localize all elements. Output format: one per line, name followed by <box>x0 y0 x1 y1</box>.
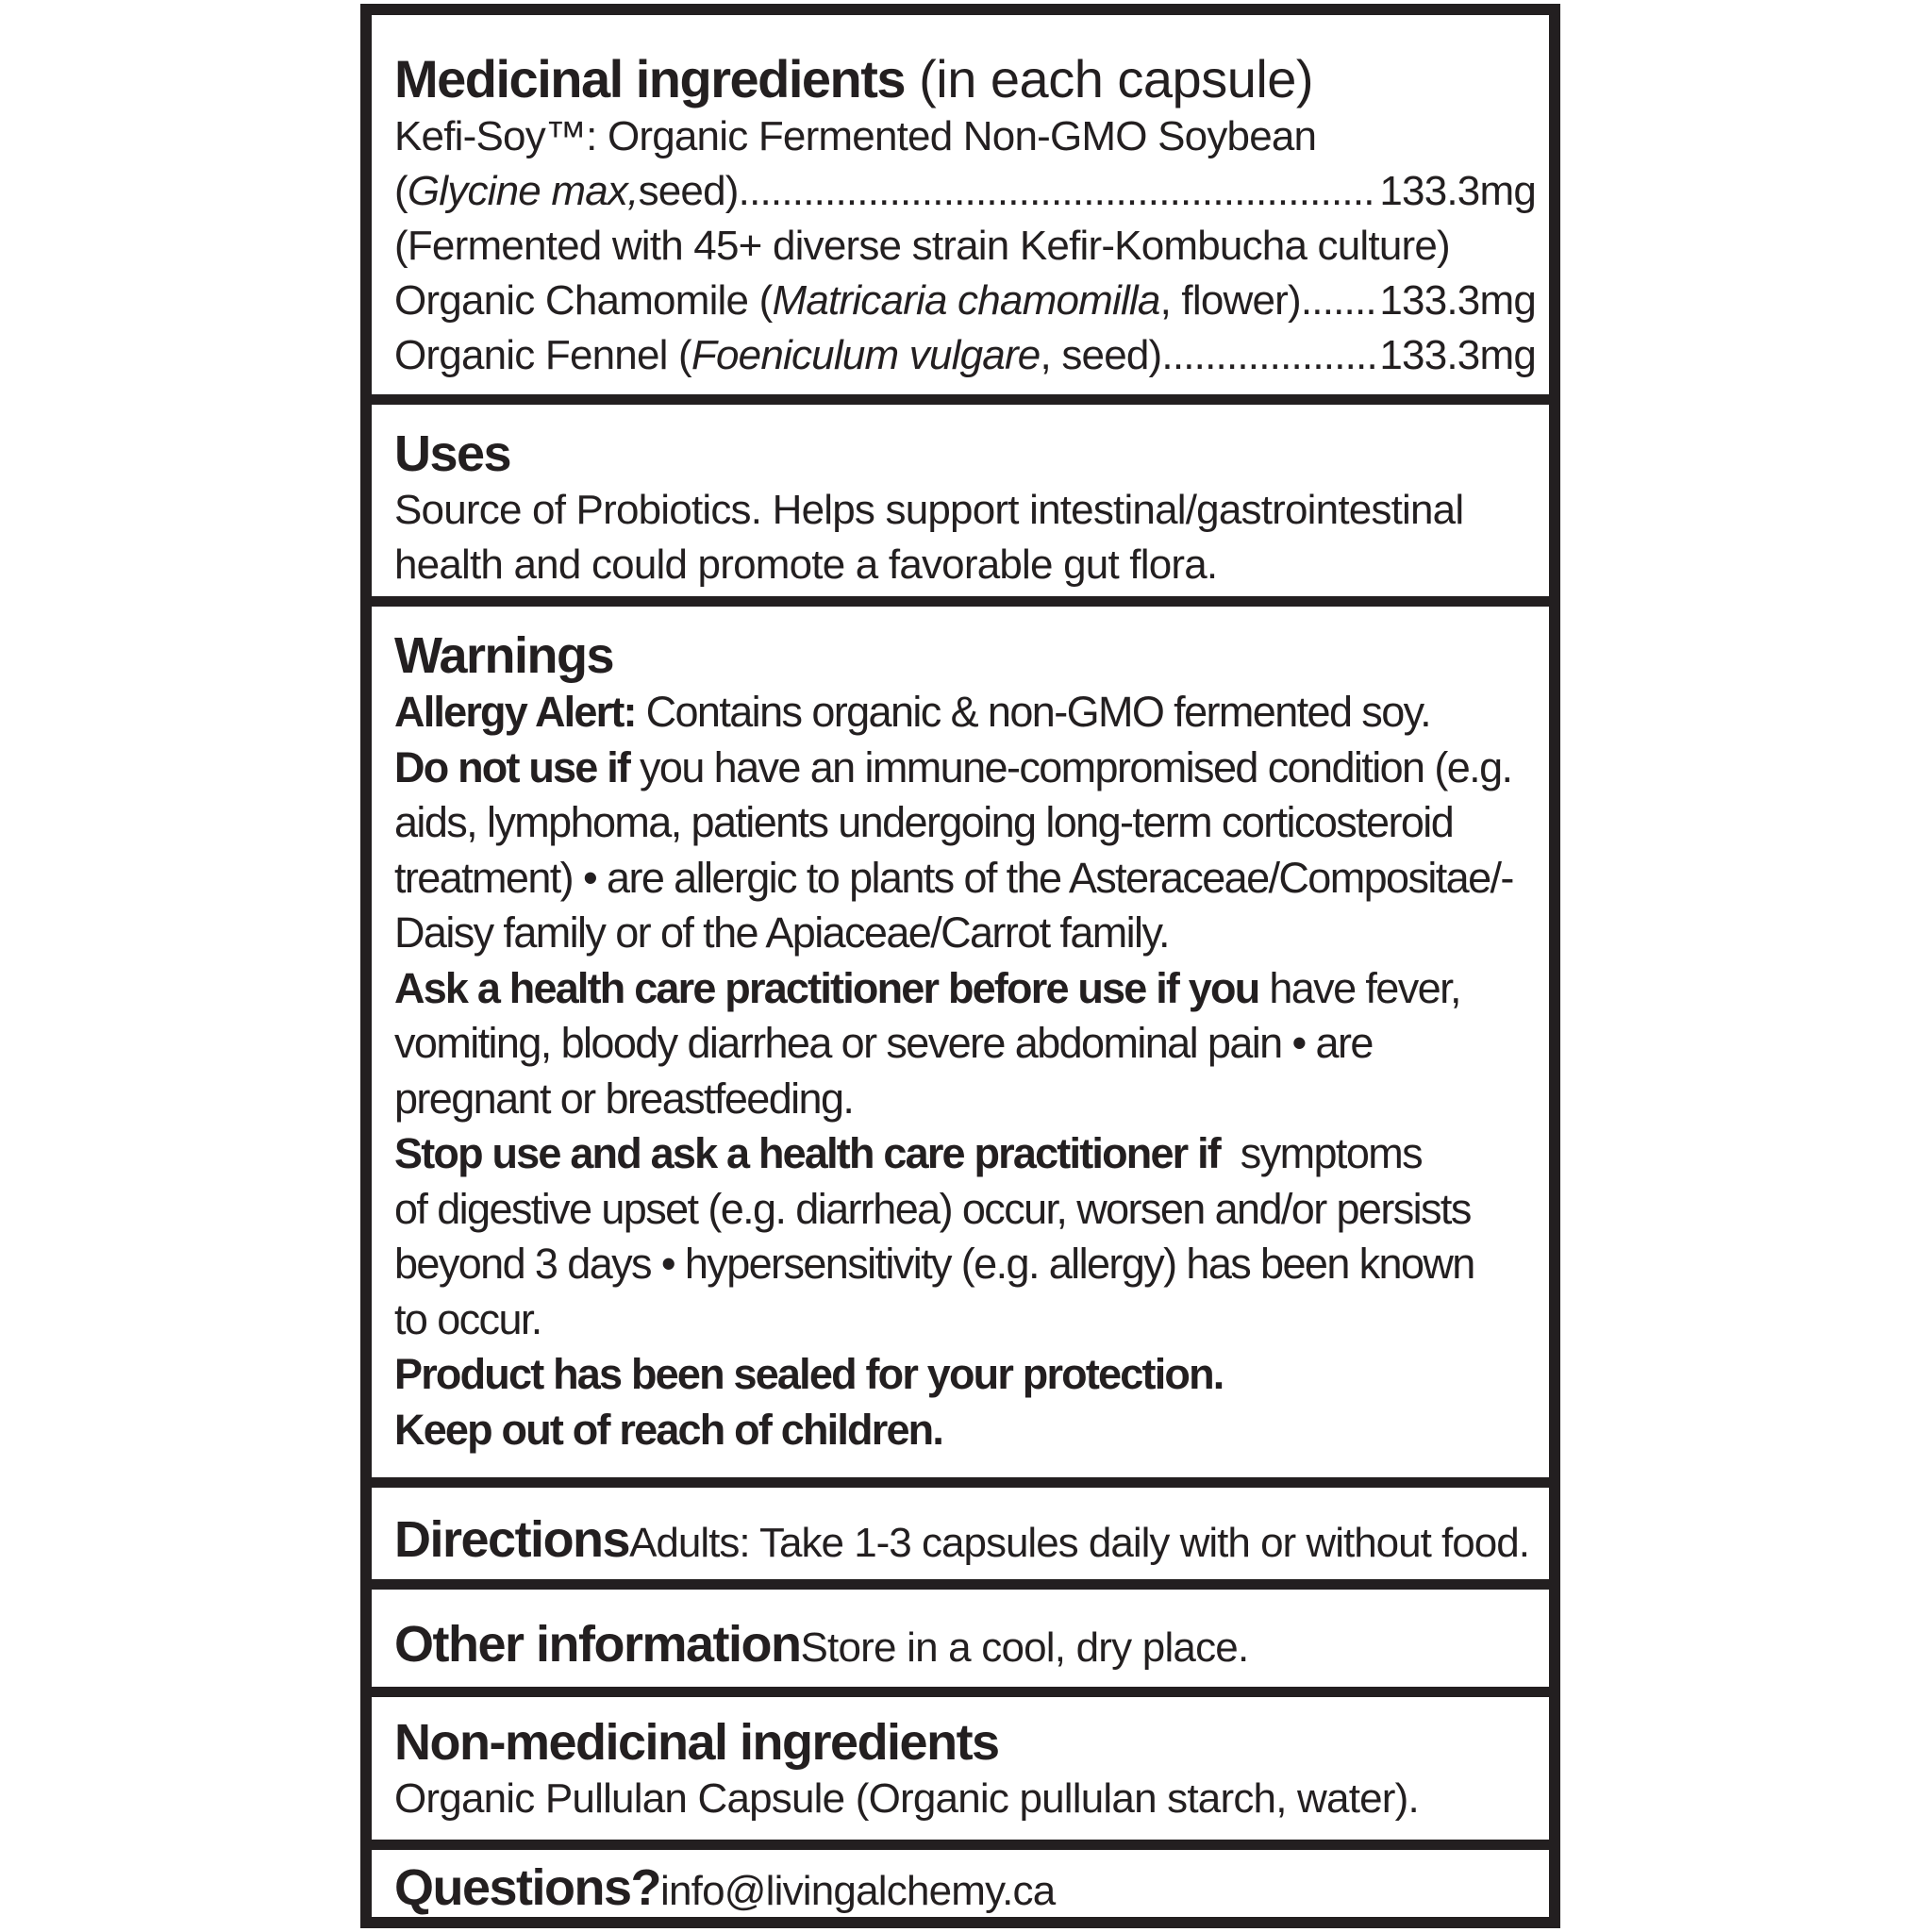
other-information-text: Store in a cool, dry place. <box>800 1624 1249 1671</box>
section-divider <box>372 1477 1549 1488</box>
chamomile-part: , flower) <box>1159 277 1301 325</box>
chamomile-ingredient-row <box>394 274 1536 328</box>
soy-ingredient-row <box>394 164 1536 219</box>
leader-dots <box>739 164 1378 219</box>
directions-section <box>372 1510 1549 1571</box>
medicinal-title: Medicinal ingredients <box>394 49 906 108</box>
sealed-notice: Product has been sealed for your protection. <box>394 1350 1224 1399</box>
leader-dots <box>1161 328 1377 383</box>
warnings-section <box>372 626 1549 1457</box>
questions-row <box>394 1858 1536 1919</box>
soy-amount: 133.3mg <box>1379 168 1536 215</box>
allergy-text: Contains organic & non-GMO fermented soy. <box>635 688 1431 737</box>
non-medicinal-section <box>372 1713 1549 1826</box>
questions-heading: Questions? <box>394 1859 661 1916</box>
directions-text: Adults: Take 1-3 capsules daily with or without food. <box>629 1520 1529 1566</box>
medicinal-subtitle: (in each capsule) <box>905 49 1314 108</box>
section-divider <box>372 596 1549 607</box>
directions-heading: Directions <box>394 1511 630 1568</box>
do-not-use-line-2: aids, lymphoma, patients undergoing long-term corticosteroid <box>394 798 1454 847</box>
medicinal-ingredients-heading <box>394 49 1536 109</box>
chamomile-name: Organic Chamomile ( <box>394 277 773 325</box>
children-warning: Keep out of reach of children. <box>394 1405 943 1454</box>
fennel-amount: 133.3mg <box>1379 332 1536 379</box>
ask-practitioner-line-3: pregnant or breastfeeding. <box>394 1074 854 1123</box>
stop-use-line-1 <box>394 1126 1536 1182</box>
warnings-heading: Warnings <box>394 627 614 684</box>
non-medicinal-text: Organic Pullulan Capsule (Organic pullulan starch, water). <box>394 1775 1419 1823</box>
fennel-part: , seed) <box>1040 332 1162 379</box>
soy-open: ( <box>394 168 408 215</box>
do-not-use-line-3: treatment) • are allergic to plants of the Asteraceae/Compositae/- <box>394 853 1513 902</box>
medicinal-ingredients-section <box>372 49 1549 383</box>
questions-section <box>372 1858 1549 1919</box>
soy-part: seed) <box>638 168 739 215</box>
other-information-heading: Other information <box>394 1616 801 1673</box>
do-not-use-line-4: Daisy family or of the Apiaceae/Carrot family. <box>394 908 1169 958</box>
section-divider <box>372 1579 1549 1590</box>
do-not-use-label: Do not use if <box>394 742 630 791</box>
stop-use-line-3: beyond 3 days • hypersensitivity (e.g. allergy) has been known <box>394 1240 1474 1289</box>
do-not-use-text: you have an immune-compromised condition (e.g. <box>629 742 1512 791</box>
culture-note: (Fermented with 45+ diverse strain Kefir-Kombucha culture) <box>394 223 1450 270</box>
uses-heading: Uses <box>394 425 511 482</box>
fennel-name: Organic Fennel ( <box>394 332 691 379</box>
product-label <box>360 4 1560 1928</box>
directions-row <box>394 1510 1536 1571</box>
stop-use-text: symptoms <box>1220 1129 1423 1178</box>
kefi-soy-line: Kefi-Soy™: Organic Fermented Non-GMO Soybean <box>394 113 1317 160</box>
contact-email: info@livingalchemy.ca <box>660 1868 1056 1914</box>
non-medicinal-heading: Non-medicinal ingredients <box>394 1714 999 1771</box>
ask-practitioner-label: Ask a health care practitioner before use if you <box>394 963 1259 1012</box>
other-information-section <box>372 1615 1549 1675</box>
soy-latin-name: Glycine max, <box>407 168 639 215</box>
uses-line-2: health and could promote a favorable gut flora. <box>394 541 1218 589</box>
ask-practitioner-text: have fever, <box>1258 963 1460 1012</box>
uses-line-1: Source of Probiotics. Helps support intestinal/gastrointestinal <box>394 487 1464 534</box>
section-divider <box>372 1687 1549 1697</box>
ask-practitioner-line-2: vomiting, bloody diarrhea or severe abdominal pain • are <box>394 1019 1373 1068</box>
stop-use-label: Stop use and ask a health care practitioner if <box>394 1129 1220 1178</box>
do-not-use-line-1 <box>394 741 1536 796</box>
allergy-label: Allergy Alert: <box>394 688 636 737</box>
leader-dots <box>1301 274 1378 328</box>
allergy-alert <box>394 685 1536 741</box>
section-divider <box>372 1840 1549 1850</box>
fennel-latin-name: Foeniculum vulgare <box>691 332 1041 379</box>
chamomile-latin-name: Matricaria chamomilla <box>772 277 1160 325</box>
chamomile-amount: 133.3mg <box>1379 277 1536 325</box>
ask-practitioner-line-1 <box>394 961 1536 1017</box>
stop-use-line-4: to occur. <box>394 1294 541 1343</box>
fennel-ingredient-row <box>394 328 1536 383</box>
stop-use-line-2: of digestive upset (e.g. diarrhea) occur, worsen and/or persists <box>394 1184 1471 1233</box>
other-information-row <box>394 1615 1536 1675</box>
uses-section <box>372 425 1549 592</box>
section-divider <box>372 394 1549 405</box>
